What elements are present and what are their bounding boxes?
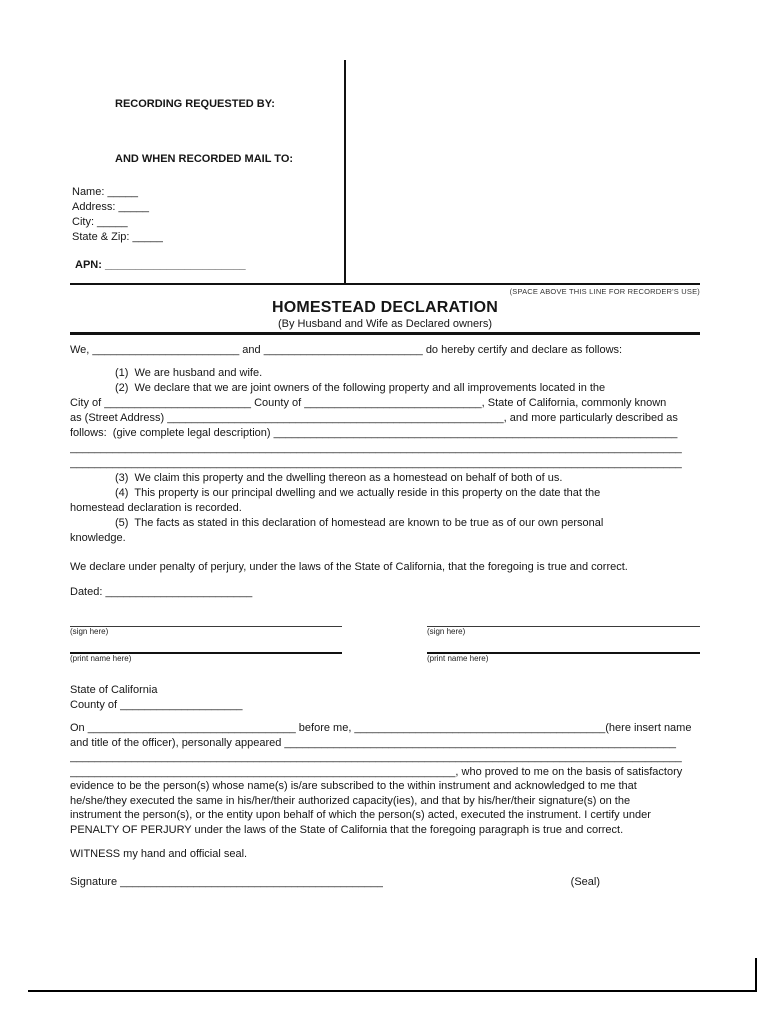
clause-2-line-3: as (Street Address) _______________________________________________________, and more particularly described as <box>70 412 678 424</box>
address-field: Address: _____ <box>72 201 150 213</box>
recorder-use-note: (SPACE ABOVE THIS LINE FOR RECORDER'S USE) <box>509 287 700 296</box>
clause-1: (1) We are husband and wife. <box>115 367 263 379</box>
clause-5-line-2: knowledge. <box>70 532 126 544</box>
declarants-line: We, ________________________ and __________________________ do hereby certify and declare as follows: <box>70 344 623 356</box>
notary-line-8: PENALTY OF PERJURY under the laws of the State of California that the foregoing paragraph is true and correct. <box>70 823 624 836</box>
notary-line-2: and title of the officer), personally appeared ________________________________________________________________ <box>70 736 676 749</box>
clause-5-line-1: (5) The facts as stated in this declaration of homestead are known to be true as of our own personal <box>115 517 604 529</box>
clause-2-line-1: (2) We declare that we are joint owners of the following property and all improvements located in the <box>115 382 606 394</box>
clause-4-line-2: homestead declaration is recorded. <box>70 502 242 514</box>
seal-label: (Seal) <box>570 876 600 888</box>
sign-here-label: (sign here) <box>427 627 466 636</box>
notary-line-7: instrument the person(s), or the entity upon behalf of which the person(s) acted, executed the instrument. I certify under <box>70 809 651 821</box>
legal-description-blank-line: ____________________________________________________________________________________________________ <box>70 442 682 454</box>
county-field: County of ____________________ <box>70 699 243 711</box>
state-label: State of California <box>70 684 158 696</box>
form-subtitle: (By Husband and Wife as Declared owners) <box>278 318 492 330</box>
title-rule <box>70 332 700 335</box>
signature-section <box>70 625 700 664</box>
recording-requested-by-label: RECORDING REQUESTED BY: <box>115 98 275 110</box>
legal-description-blank-line: ____________________________________________________________________________________________________ <box>70 457 682 469</box>
state-zip-field: State & Zip: _____ <box>72 231 164 243</box>
form-body <box>0 343 770 890</box>
page-edge-corner <box>755 958 757 992</box>
clause-4-line-1: (4) This property is our principal dwelling and we actually reside in this property on the date that the <box>115 487 601 499</box>
print-name-label: (print name here) <box>427 654 489 663</box>
mail-to-address-block <box>72 185 163 245</box>
clause-2-line-4: follows: (give complete legal description) __________________________________________________________________ <box>70 427 678 439</box>
print-name-label: (print name here) <box>70 654 132 663</box>
notary-acknowledgment <box>70 721 700 837</box>
apn-field: APN: _______________________ <box>75 259 246 271</box>
notary-line-1: On __________________________________ before me, _________________________________________(here insert name <box>70 722 692 734</box>
sign-here-label: (sign here) <box>70 627 109 636</box>
recorder-divider-line <box>344 60 346 283</box>
notary-signature-field: Signature ___________________________________________ <box>70 876 384 888</box>
dated-field: Dated: ________________________ <box>70 586 253 598</box>
witness-statement: WITNESS my hand and official seal. <box>70 848 248 860</box>
page-edge-bottom <box>28 990 757 992</box>
notary-line-5: evidence to be the person(s) whose name(s) is/are subscribed to the within instrument and acknowledged to me that <box>70 780 637 792</box>
notary-line-4: _______________________________________________________________, who proved to me on the basis of satisfactory <box>70 765 683 778</box>
signature-block-right <box>427 625 700 664</box>
perjury-statement: We declare under penalty of perjury, under the laws of the State of California, that the foregoing is true and correct. <box>70 561 628 573</box>
form-title: HOMESTEAD DECLARATION <box>271 299 499 316</box>
mail-to-label: AND WHEN RECORDED MAIL TO: <box>115 153 294 165</box>
clause-3: (3) We claim this property and the dwelling thereon as a homestead on behalf of both of us. <box>115 472 563 484</box>
notary-signature-row <box>70 875 700 890</box>
city-field: City: _____ <box>72 216 128 228</box>
recorder-rule <box>70 283 700 285</box>
notary-line-6: he/she/they executed the same in his/her/their authorized capacity(ies), and that by his/her/their signature(s) on the <box>70 794 631 807</box>
notary-line-3: ____________________________________________________________________________________________________ <box>70 751 682 763</box>
recorder-header-section <box>0 0 770 283</box>
clause-2-line-2: City of ________________________ County of _____________________________, State of California, commonly known <box>70 397 667 409</box>
name-field: Name: _____ <box>72 186 139 198</box>
signature-block-left <box>70 625 342 664</box>
